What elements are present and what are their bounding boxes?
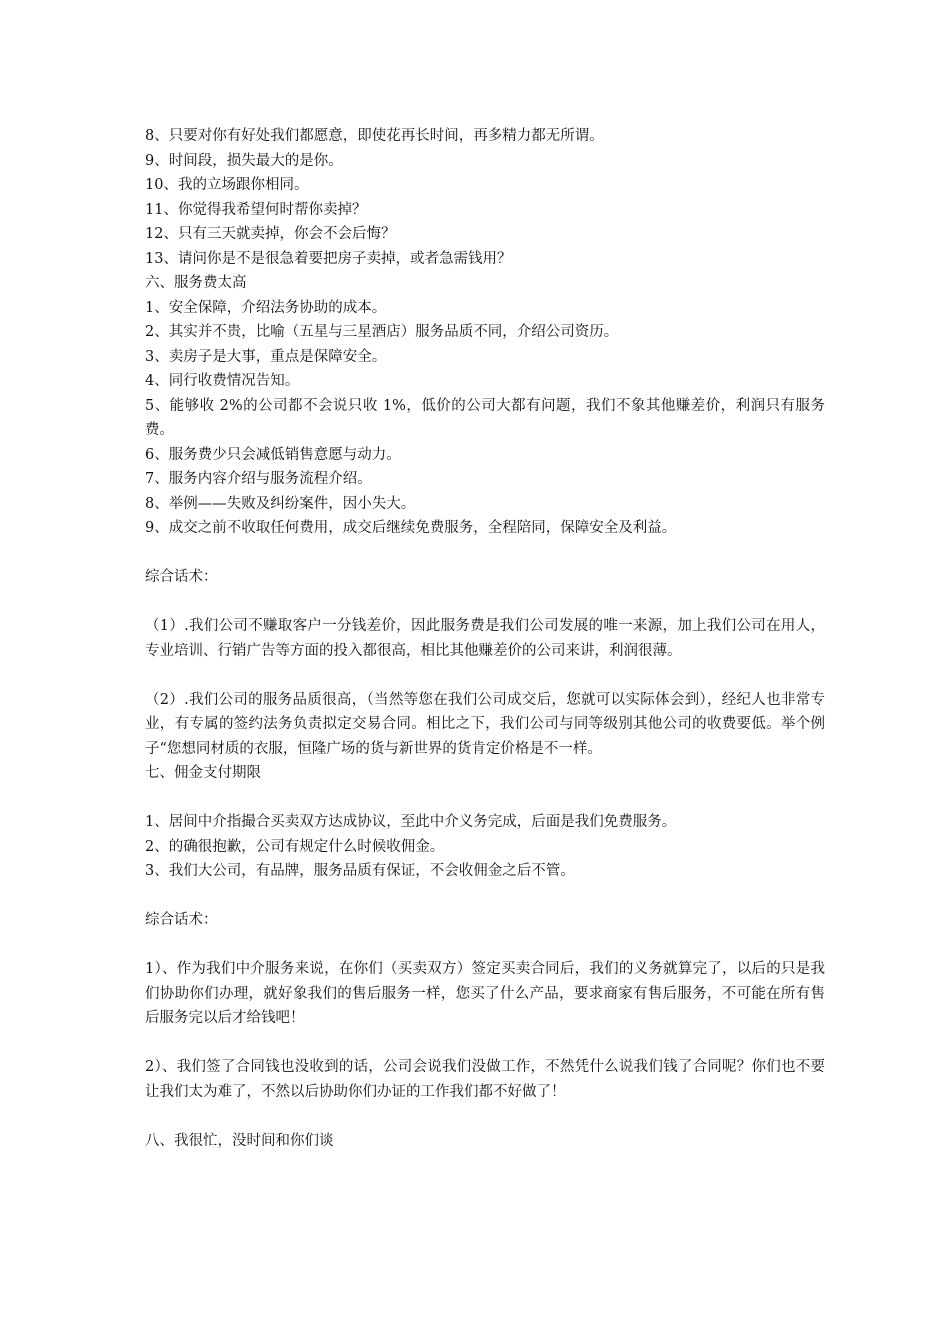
document-body	[145, 124, 825, 1153]
list-item: 8、只要对你有好处我们都愿意，即使花再长时间，再多精力都无所谓。	[145, 128, 604, 144]
list-item: 7、服务内容介绍与服务流程介绍。	[145, 471, 372, 487]
section-7-heading: 七、佣金支付期限	[145, 765, 261, 781]
section-7-summary-heading: 综合话术：	[145, 912, 218, 928]
spacer	[145, 786, 825, 811]
list-item: 4、同行收费情况告知。	[145, 373, 300, 389]
list-item: 5、能够收 2%的公司都不会说只收 1%，低价的公司大都有问题，我们不象其他赚差价，利润只有服务费。	[145, 397, 825, 438]
section-7-summary-paragraph-1: 1）、作为我们中介服务来说，在你们（买卖双方）签定买卖合同后，我们的义务就算完了，以后的只是我们协助你们办理，就好象我们的售后服务一样，您买了什么产品，要求商家有售后服务，不可能在所有售后服务完以后才给钱吧！	[145, 961, 825, 1026]
section-6-heading: 六、服务费太高	[145, 275, 247, 291]
spacer	[145, 663, 825, 688]
spacer	[145, 1031, 825, 1056]
list-item: 1、安全保障，介绍法务协助的成本。	[145, 299, 387, 316]
list-item: 6、服务费少只会减低销售意愿与动力。	[145, 446, 401, 463]
list-item: 2、其实并不贵，比喻（五星与三星酒店）服务品质不同，介绍公司资历。	[145, 324, 619, 340]
section-8-heading: 八、我很忙，没时间和你们谈	[145, 1132, 334, 1149]
spacer	[145, 884, 825, 909]
list-item: 1、居间中介指撮合买卖双方达成协议，至此中介义务完成，后面是我们免费服务。	[145, 814, 677, 830]
section-6-summary-heading: 综合话术：	[145, 569, 218, 585]
list-item: 9、时间段，损失最大的是你。	[145, 152, 343, 169]
list-item: 8、举例——失败及纠纷案件，因小失大。	[145, 495, 416, 512]
list-item: 13、请问你是不是很急着要把房子卖掉，或者急需钱用？	[145, 250, 512, 267]
list-item: 2、的确很抱歉，公司有规定什么时候收佣金。	[145, 838, 445, 855]
section-6-summary-paragraph-2: （2）.我们公司的服务品质很高，（当然等您在我们公司成交后，您就可以实际体会到），经纪人也非常专业，有专属的签约法务负责拟定交易合同。相比之下，我们公司与同等级别其他公司的收费要低。举个例子“您想同材质的衣服，恒隆广场的货与新世界的货肯定价格是不一样。	[145, 691, 825, 757]
list-item: 3、卖房子是大事，重点是保障安全。	[145, 348, 387, 365]
list-item: 12、只有三天就卖掉，你会不会后悔？	[145, 226, 396, 242]
list-item: 9、成交之前不收取任何费用，成交后继续免费服务，全程陪同，保障安全及利益。	[145, 520, 677, 536]
list-item: 11、你觉得我希望何时帮你卖掉？	[145, 201, 367, 218]
spacer	[145, 590, 825, 615]
section-6-summary-paragraph-1: （1）.我们公司不赚取客户一分钱差价，因此服务费是我们公司发展的唯一来源，加上我们公司在用人，专业培训、行销广告等方面的投入都很高，相比其他赚差价的公司来讲，利润很薄。	[145, 618, 825, 659]
spacer	[145, 541, 825, 566]
section-7-summary-paragraph-2: 2）、我们签了合同钱也没收到的话，公司会说我们没做工作，不然凭什么说我们钱了合同呢？你们也不要让我们太为难了，不然以后协助你们办证的工作我们都不好做了！	[145, 1059, 825, 1100]
spacer	[145, 933, 825, 958]
list-item: 10、我的立场跟你相同。	[145, 177, 309, 193]
spacer	[145, 1104, 825, 1129]
list-item: 3、我们大公司，有品牌，服务品质有保证，不会收佣金之后不管。	[145, 863, 575, 879]
